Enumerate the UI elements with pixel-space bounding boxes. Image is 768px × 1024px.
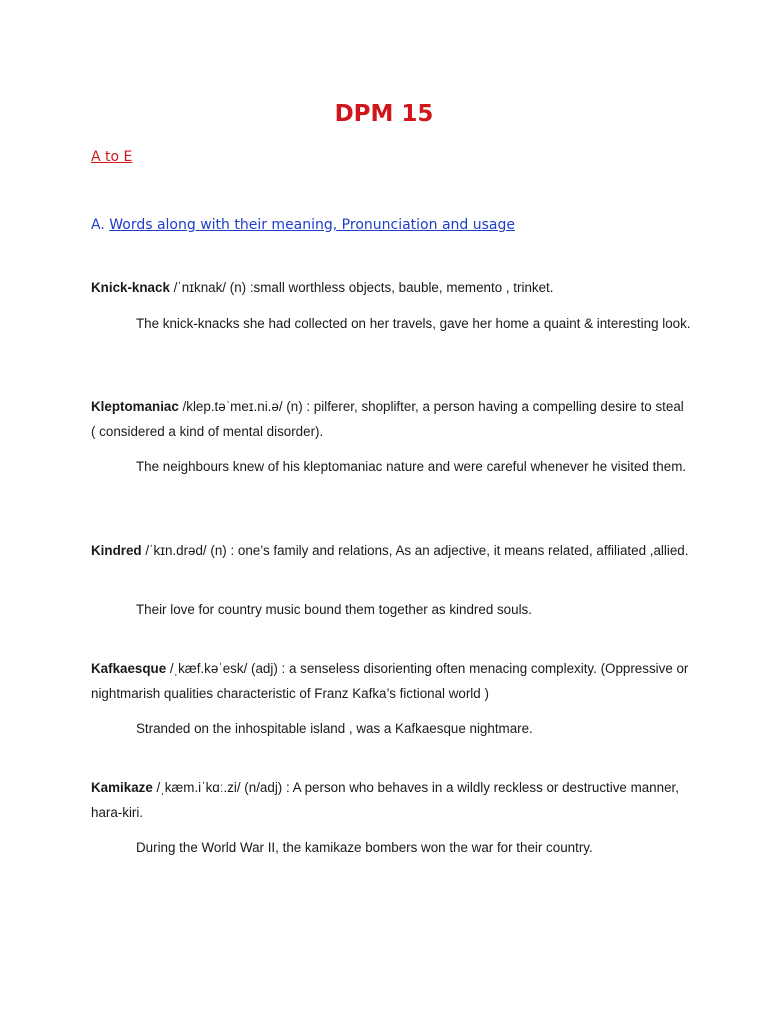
entry-definition [91,539,691,564]
entry-example: The neighbours knew of his kleptomaniac nature and were careful whenever he visited them. [136,459,687,474]
entry-word: Kleptomaniac [91,399,179,414]
page-subtitle: A to E [91,149,133,165]
entry-word: Kamikaze [91,780,153,795]
section-heading [91,215,515,235]
entry-word: Knick-knack [91,280,170,295]
entry-definition [91,395,691,444]
entry-definition-text: /klep.təˈmeɪ.ni.ə/ (n) : pilferer, shoplifter, a person having a compelling desire to steal ( considered a kind of mental disorder). [91,399,684,439]
page-title: DPM 15 [334,101,434,127]
entry-word: Kafkaesque [91,661,167,676]
entry-word: Kindred [91,543,142,558]
entry-definition [91,776,691,825]
section-prefix: A. [91,217,110,233]
entry-definition-text: /ˈnɪknak/ (n) :small worthless objects, bauble, memento , trinket. [169,280,554,295]
entry-definition-text: /ˈkɪn.drəd/ (n) : one’s family and relations, As an adjective, it means related, affiliated ,allied. [141,543,689,558]
section-heading-text: Words along with their meaning, Pronunciation and usage [109,217,515,233]
entry-example: Their love for country music bound them together as kindred souls. [136,602,532,617]
entry-example: Stranded on the inhospitable island , was a Kafkaesque nightmare. [136,721,533,736]
entry-definition-text: /ˌkæm.iˈkɑː.zi/ (n/adj) : A person who behaves in a wildly reckless or destructive manner, hara-kiri. [91,780,679,820]
entry-example: During the World War II, the kamikaze bombers won the war for their country. [136,840,593,855]
entry-definition [91,276,691,301]
entry-example: The knick-knacks she had collected on her travels, gave her home a quaint & interesting look. [136,316,691,331]
entry-definition [91,657,691,706]
entry-definition-text: /ˌkæf.kəˈesk/ (adj) : a senseless disorienting often menacing complexity. (Oppressive or nightmarish qualities characteristic of Franz Kafka’s fictional world ) [91,661,689,701]
